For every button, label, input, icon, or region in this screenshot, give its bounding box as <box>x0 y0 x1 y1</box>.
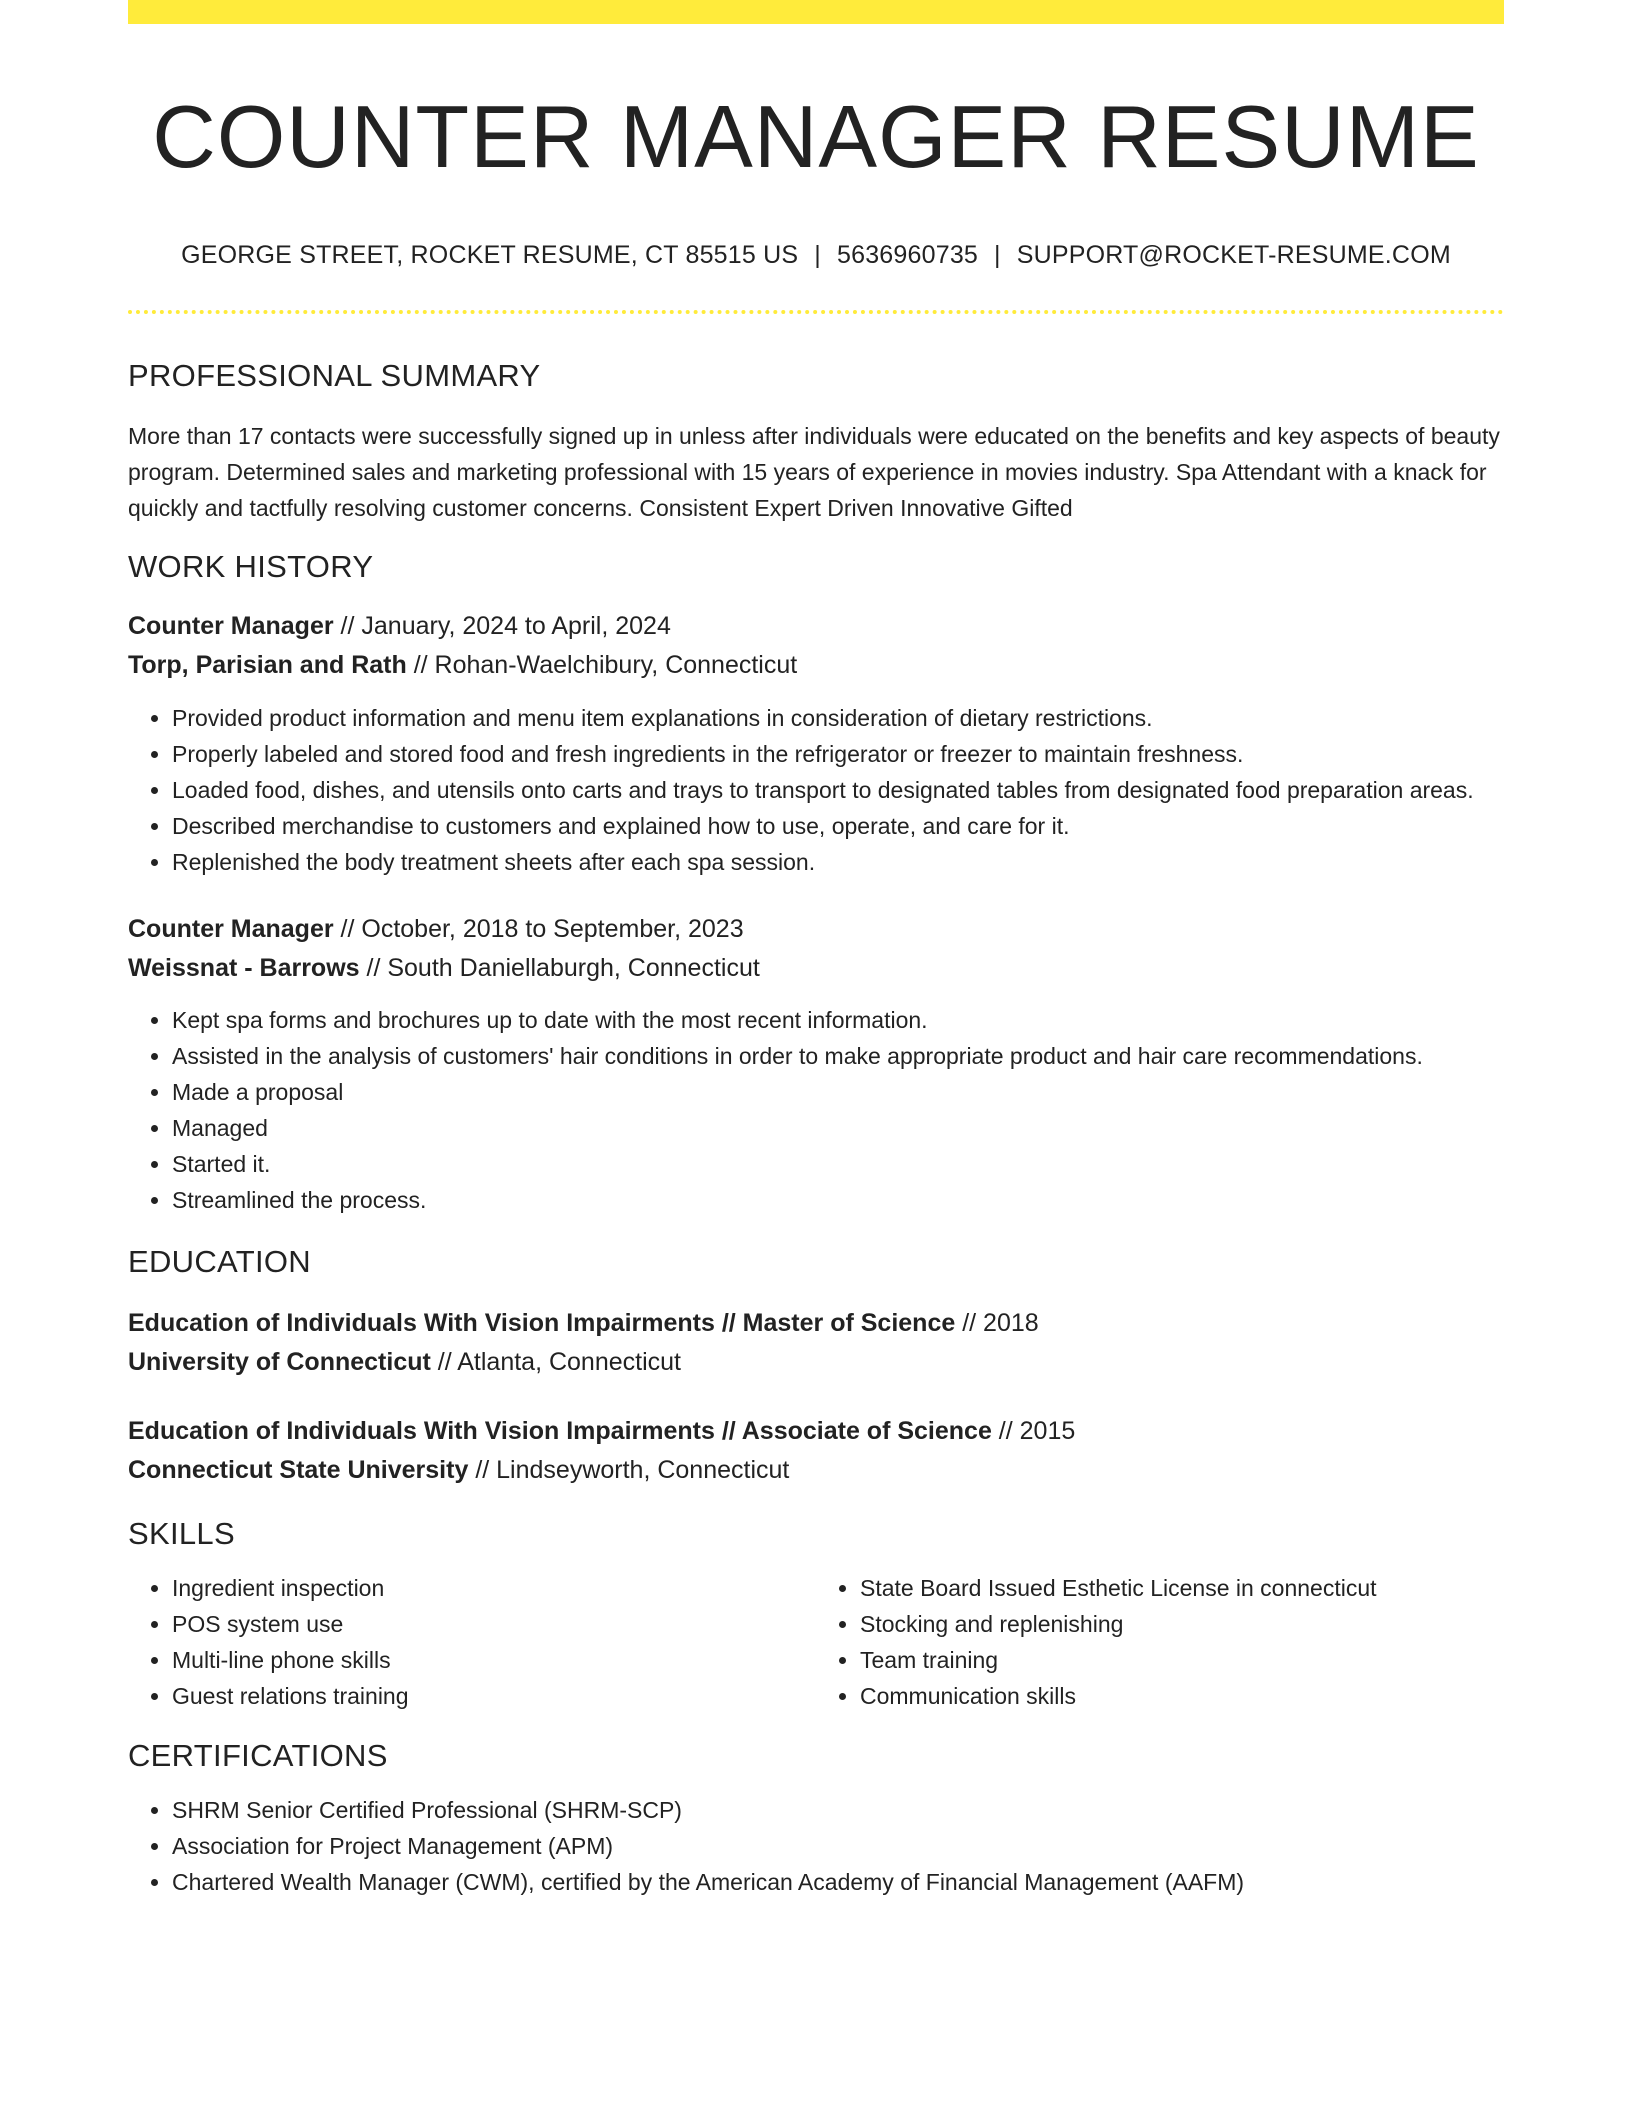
contact-email: SUPPORT@ROCKET-RESUME.COM <box>1016 241 1451 269</box>
job-company: Weissnat - Barrows <box>128 954 360 982</box>
list-item: • Kept spa forms and brochures up to date with the most recent information. <box>172 1002 1504 1038</box>
education-year: // 2015 <box>998 1417 1076 1445</box>
job-bullets <box>128 1002 1504 1218</box>
contact-address: GEORGE STREET, ROCKET RESUME, CT 85515 US <box>181 241 799 269</box>
contact-line <box>128 238 1504 272</box>
education-year: // 2018 <box>962 1309 1039 1337</box>
education-location: // Lindseyworth, Connecticut <box>475 1456 790 1484</box>
job-location: // Rohan-Waelchibury, Connecticut <box>413 651 798 679</box>
list-item: • Assisted in the analysis of customers' hair conditions in order to make appropriate product and hair care recommendations. <box>172 1038 1504 1074</box>
list-item: • State Board Issued Esthetic License in connecticut <box>860 1570 1504 1606</box>
contact-phone: 5636960735 <box>836 241 979 269</box>
list-item: • POS system use <box>172 1606 816 1642</box>
job-company-line <box>128 646 1504 685</box>
list-item: • Properly labeled and stored food and fresh ingredients in the refrigerator or freezer to maintain freshness. <box>172 736 1504 772</box>
education-heading: EDUCATION <box>128 1244 311 1279</box>
skills-columns <box>128 1570 1504 1714</box>
education-location: // Atlanta, Connecticut <box>437 1348 681 1376</box>
education-school-line <box>128 1343 1504 1382</box>
list-item: • Team training <box>860 1642 1504 1678</box>
job-dates: // January, 2024 to April, 2024 <box>340 612 671 640</box>
list-item: • Multi-line phone skills <box>172 1642 816 1678</box>
job-title: Counter Manager <box>128 915 334 943</box>
work-history-heading: WORK HISTORY <box>128 549 374 584</box>
list-item: • Managed <box>172 1110 1504 1146</box>
contact-separator: | <box>814 241 821 269</box>
list-item: • Guest relations training <box>172 1678 816 1714</box>
list-item: • Streamlined the process. <box>172 1182 1504 1218</box>
top-accent-bar <box>128 0 1504 24</box>
list-item: • Communication skills <box>860 1678 1504 1714</box>
list-item: • Made a proposal <box>172 1074 1504 1110</box>
job-entry <box>128 607 1504 880</box>
list-item: • Association for Project Management (APM) <box>172 1828 1504 1864</box>
education-entry <box>128 1304 1504 1382</box>
dotted-divider <box>128 310 1504 314</box>
skills-right-list <box>816 1570 1504 1714</box>
list-item: • Ingredient inspection <box>172 1570 816 1606</box>
education-degree: Education of Individuals With Vision Impairments // Associate of Science <box>128 1417 992 1445</box>
education-school-line <box>128 1451 1504 1490</box>
education-degree: Education of Individuals With Vision Impairments // Master of Science <box>128 1309 956 1337</box>
job-title: Counter Manager <box>128 612 334 640</box>
list-item: • Described merchandise to customers and explained how to use, operate, and care for it. <box>172 808 1504 844</box>
summary-text: More than 17 contacts were successfully signed up in unless after individuals were educated on the benefits and key aspects of beauty program. Determined sales and marketing professional with 15 years of experience in movies industry. Spa Attendant with a knack for quickly and tactfully resolving customer concerns. Consistent Expert Driven Innovative Gifted <box>128 423 1500 521</box>
list-item: • Loaded food, dishes, and utensils onto carts and trays to transport to designated tables from designated food preparation areas. <box>172 772 1504 808</box>
contact-separator: | <box>994 241 1001 269</box>
job-company-line <box>128 949 1504 988</box>
summary-heading: PROFESSIONAL SUMMARY <box>128 358 541 393</box>
certifications-heading: CERTIFICATIONS <box>128 1738 388 1773</box>
education-degree-line <box>128 1412 1504 1451</box>
list-item: • Started it. <box>172 1146 1504 1182</box>
certifications-list <box>128 1792 1504 1900</box>
job-entry <box>128 910 1504 1218</box>
skills-heading: SKILLS <box>128 1516 235 1551</box>
skills-left-list <box>128 1570 816 1714</box>
job-company: Torp, Parisian and Rath <box>128 651 407 679</box>
list-item: • Replenished the body treatment sheets after each spa session. <box>172 844 1504 880</box>
list-item: • Chartered Wealth Manager (CWM), certified by the American Academy of Financial Management (AAFM) <box>172 1864 1504 1900</box>
education-school: Connecticut State University <box>128 1456 469 1484</box>
job-title-line <box>128 607 1504 646</box>
job-dates: // October, 2018 to September, 2023 <box>340 915 744 943</box>
list-item: • Stocking and replenishing <box>860 1606 1504 1642</box>
education-degree-line <box>128 1304 1504 1343</box>
education-school: University of Connecticut <box>128 1348 431 1376</box>
list-item: • Provided product information and menu item explanations in consideration of dietary restrictions. <box>172 700 1504 736</box>
job-bullets <box>128 700 1504 880</box>
list-item: • SHRM Senior Certified Professional (SHRM-SCP) <box>172 1792 1504 1828</box>
resume-content <box>128 24 1504 1900</box>
resume-title: COUNTER MANAGER RESUME <box>152 87 1480 186</box>
job-title-line <box>128 910 1504 949</box>
education-entry <box>128 1412 1504 1490</box>
job-location: // South Daniellaburgh, Connecticut <box>366 954 760 982</box>
